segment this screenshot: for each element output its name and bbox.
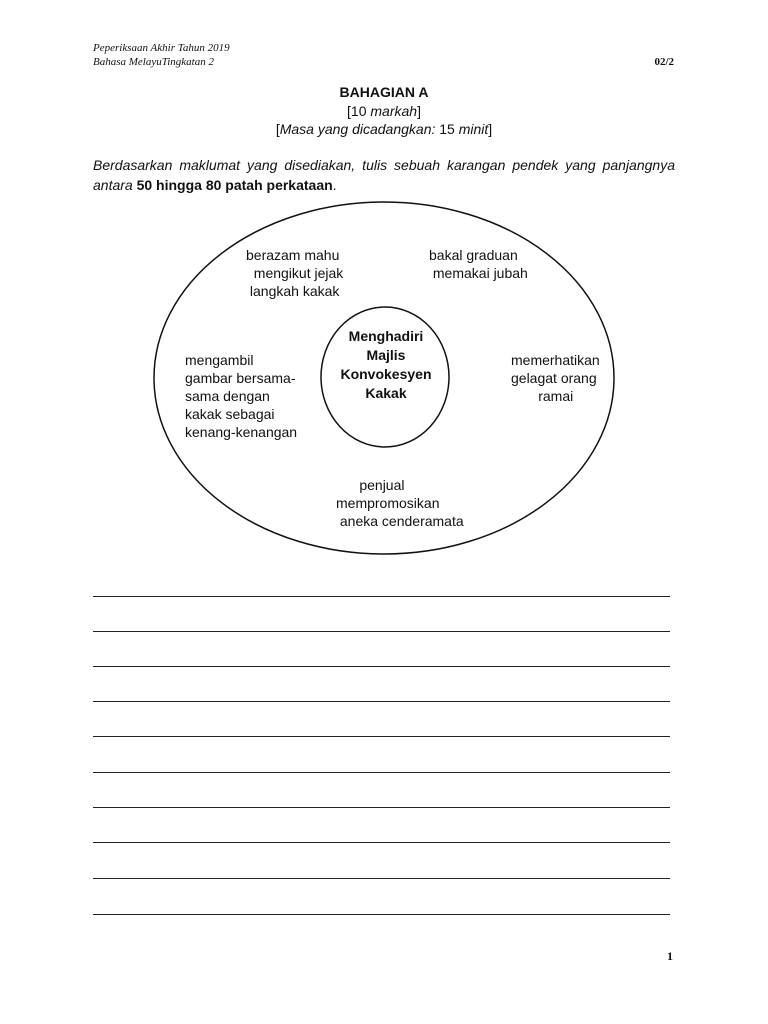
point-right: memerhatikan gelagat orang ramai — [511, 352, 600, 404]
section-title: BAHAGIAN A — [339, 84, 429, 100]
page-number: 1 — [667, 949, 673, 963]
central-topic: Menghadiri Majlis Konvokesyen Kakak — [340, 328, 432, 401]
answer-line[interactable] — [93, 701, 670, 702]
point-bottom: penjual mempromosikan aneka cenderamata — [336, 477, 464, 529]
section-marks: [10 markah] — [347, 103, 421, 119]
instruction-text: Berdasarkan maklumat yang disediakan, tulis sebuah karangan pendek yang panjangnya antara 50 hingga 80 patah perkataan. — [93, 157, 675, 193]
answer-line[interactable] — [93, 631, 670, 632]
answer-line[interactable] — [93, 842, 670, 843]
subject-title: Bahasa MelayuTingkatan 2 — [93, 56, 214, 68]
exam-title: Peperiksaan Akhir Tahun 2019 — [93, 42, 230, 54]
answer-line[interactable] — [93, 772, 670, 773]
answer-line[interactable] — [93, 807, 670, 808]
answer-line[interactable] — [93, 914, 670, 915]
point-left: mengambil gambar bersama- sama dengan kakak sebagai kenang-kenangan — [185, 352, 298, 440]
answer-line[interactable] — [93, 596, 670, 597]
paper-code: 02/2 — [654, 56, 674, 68]
point-top-right: bakal graduan memakai jubah — [429, 247, 528, 281]
answer-line[interactable] — [93, 878, 670, 879]
answer-line[interactable] — [93, 736, 670, 737]
point-top-left: berazam mahu mengikut jejak langkah kakak — [246, 247, 344, 299]
answer-line[interactable] — [93, 666, 670, 667]
suggested-time: [Masa yang dicadangkan: 15 minit] — [275, 121, 493, 137]
